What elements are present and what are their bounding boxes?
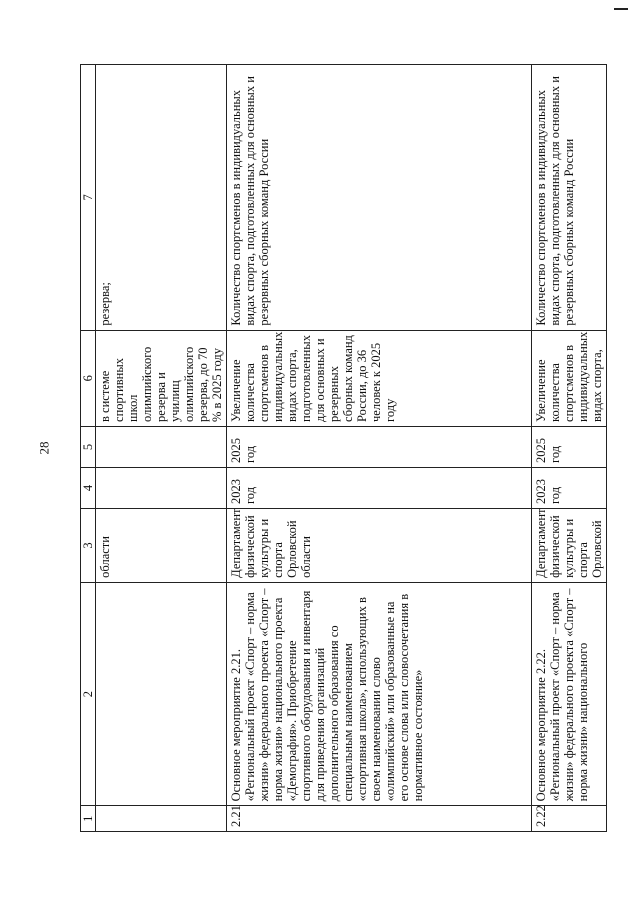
header-cell: 1 <box>81 806 96 832</box>
header-cell: 2 <box>81 582 96 806</box>
measure-name: Основное мероприятие 2.21. «Региональный проект «Спорт – норма жизни» федерального проекта «Спорт – норма жизни» национального проекта «Демография». Приобретение спортивного оборудования и инвентаря для приведения организаций дополнительного образования со специальным наименованием «спортивная школа», использующих в своем наименовании слово «олимпийский» или образованные на его основе слова или словосочетания в нормативное состояние» <box>227 582 532 806</box>
expected-result: в системе спортивных школ олимпийского резерва и училищ олимпийского резерва, до 70 % в 2025 году <box>96 330 227 426</box>
table-row <box>227 65 532 832</box>
header-cell: 6 <box>81 330 96 426</box>
header-cell: 7 <box>81 65 96 331</box>
indicator: Количество спортсменов в индивидуальных видах спорта, подготовленных для основных и резервных сборных команд России <box>532 65 607 331</box>
table-row <box>96 65 227 832</box>
table-row <box>532 65 607 832</box>
header-cell: 5 <box>81 426 96 467</box>
row-number: 2.21 <box>227 806 532 832</box>
responsible-executor: Департамент физической культуры и спорта Орловской области <box>227 509 532 583</box>
end-year: 2025 год <box>227 426 532 467</box>
measure-name <box>96 582 227 806</box>
start-year: 2023 год <box>532 468 607 509</box>
row-number <box>96 806 227 832</box>
indicator: Количество спортсменов в индивидуальных видах спорта, подготовленных для основных и резервных сборных команд России <box>227 65 532 331</box>
indicator: резерва; <box>96 65 227 331</box>
start-year <box>96 468 227 509</box>
measure-name: Основное мероприятие 2.22. «Региональный проект «Спорт – норма жизни» федерального проекта «Спорт – норма жизни» национального <box>532 582 607 806</box>
page-number: 28 <box>36 441 52 455</box>
header-cell: 4 <box>81 468 96 509</box>
end-year <box>96 426 227 467</box>
start-year: 2023 год <box>227 468 532 509</box>
expected-result: Увеличение количества спортсменов в индивидуальных видах спорта, <box>532 330 607 426</box>
program-table <box>80 64 607 832</box>
header-row <box>81 65 96 832</box>
scan-artifact <box>614 8 628 10</box>
header-cell: 3 <box>81 509 96 583</box>
responsible-executor: Департамент физической культуры и спорта Орловской <box>532 509 607 583</box>
rotated-table-wrapper <box>80 64 604 832</box>
expected-result: Увеличение количества спортсменов в индивидуальных видах спорта, подготовленных для основных и резервных сборных команд России, до 36 человек к 2025 году <box>227 330 532 426</box>
responsible-executor: области <box>96 509 227 583</box>
end-year: 2025 год <box>532 426 607 467</box>
row-number: 2.22 <box>532 806 607 832</box>
